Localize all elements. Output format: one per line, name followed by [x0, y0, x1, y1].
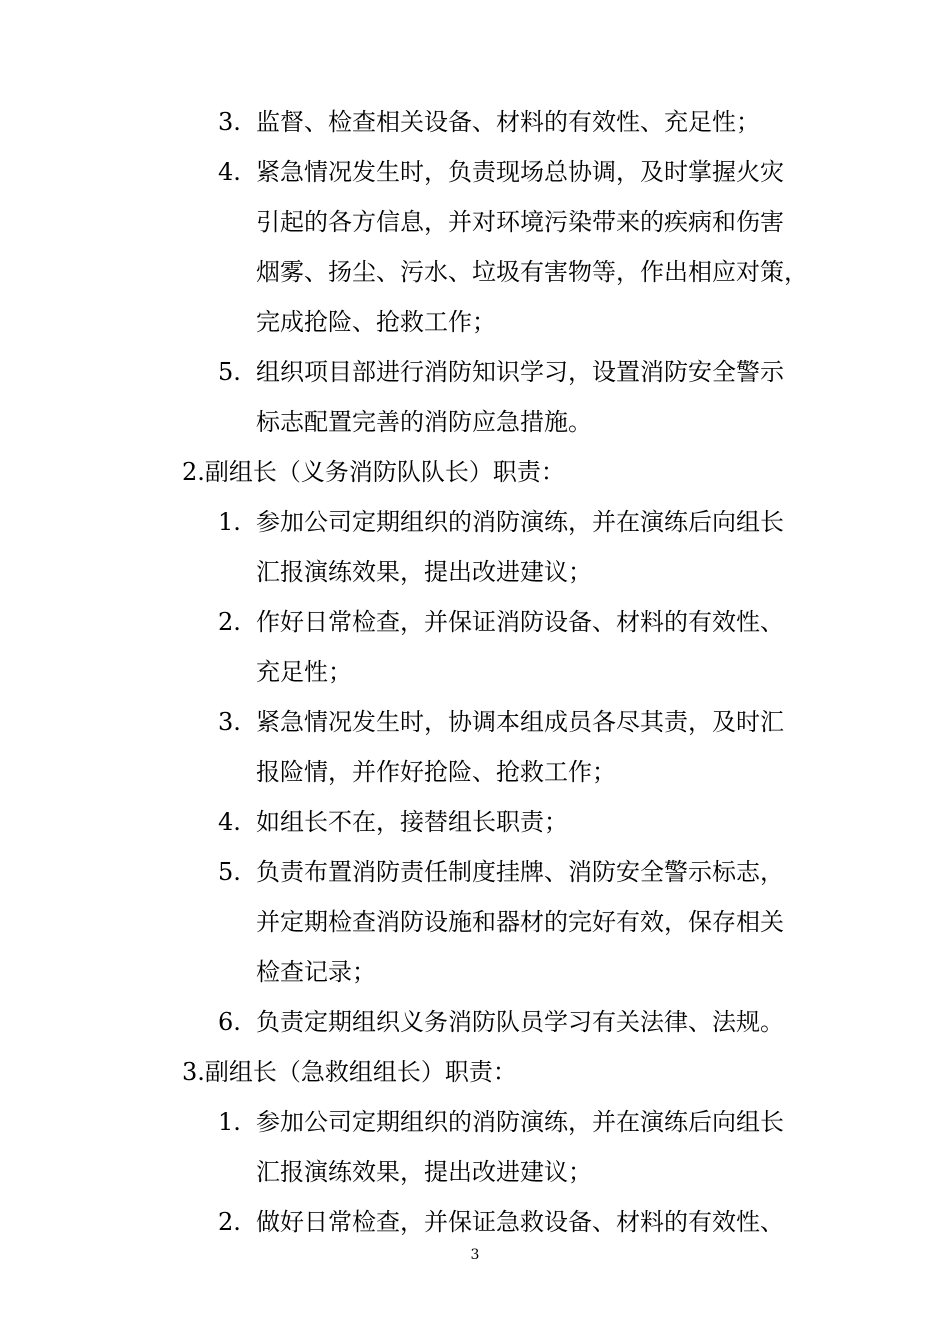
- page-number: 3: [470, 1247, 480, 1263]
- document-page: 3. 监督、检查相关设备、材料的有效性、充足性； 4. 紧急情况发生时，负责现场总协调，及时掌握火灾 引起的各方信息，并对环境污染带来的疾病和伤害 烟雾、扬尘、污水、垃圾有害物等，作出相应对策， 完成抢险、抢救工作； 5. 组织项目部进行消防知识学习，设置消防安全警示 标志配置完善的消防应急措施。 2.副组长（义务消防队队长）职责： 1. 参加公司定期组织的消防演练，并在演练后向组长 汇报演练效果，提出改进建议； 2. 作好日常检查，并保证消防设备、材料的有效性、 充足性； 3. 紧急情况发生时，协调本组成员各尽其责，及时汇 报险情，并作好抢险、抢救工作； 4. 如组长不在，接替组长职责； 5. 负责布置消防责任制度挂牌、消防安全警示标志， 并定期检查消防设施和器材的完好有效，保存相关 检查记录； 6. 负责定期组织义务消防队员学习有关法律、法规。 3.副组长（急救组组长）职责： 1. 参加公司定期组织的消防演练，并在演练后向组长 汇报演练效果，提出改进建议； 2. 做好日常检查，并保证急救设备、材料的有效性、 3: [0, 0, 950, 1344]
